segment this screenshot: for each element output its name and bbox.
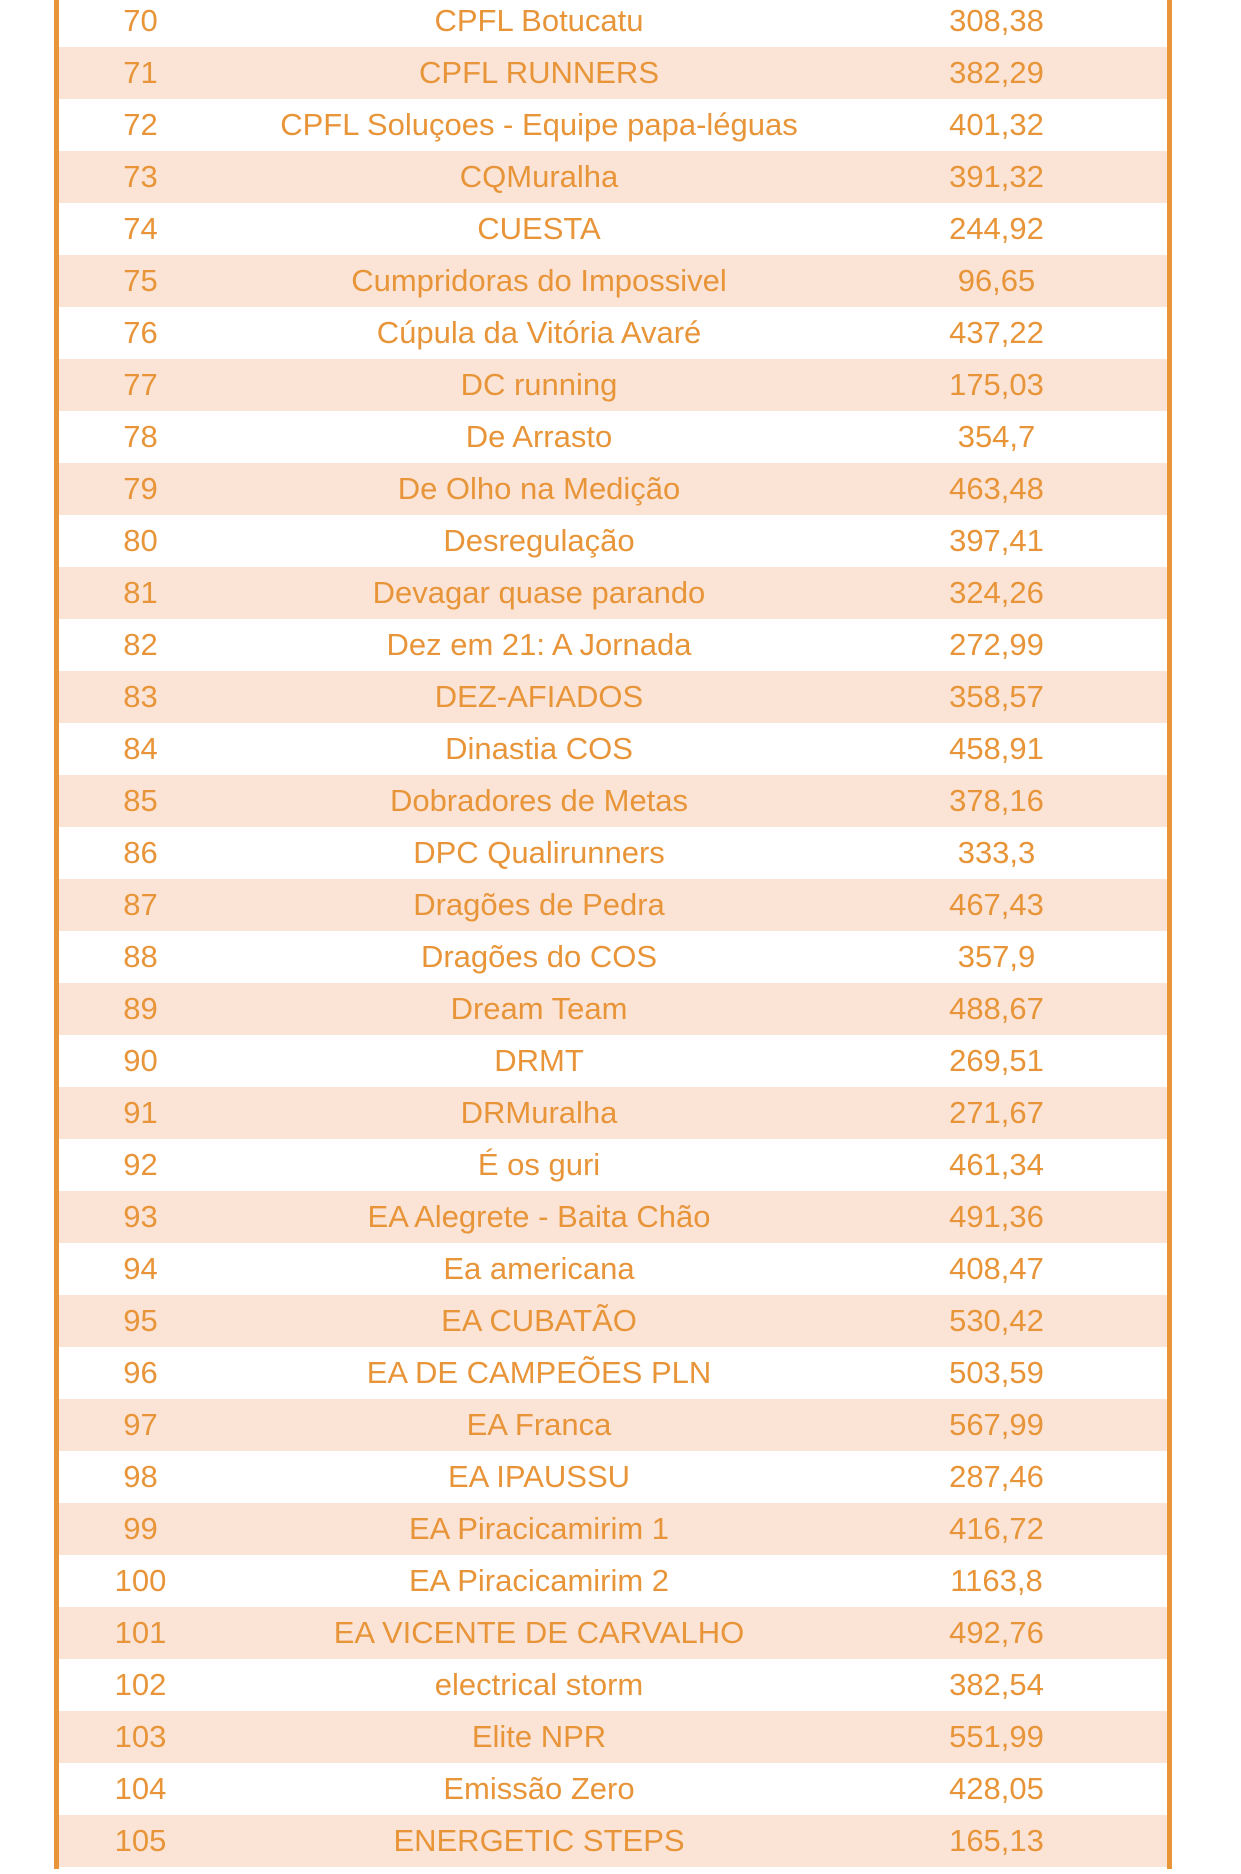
rank-cell: 104 [114, 1771, 167, 1806]
rank-cell: 79 [123, 471, 158, 506]
score-cell: 382,29 [949, 55, 1044, 90]
team-name-cell: Devagar quase parando [372, 575, 706, 610]
team-name-cell: De Olho na Medição [397, 471, 681, 506]
rank-cell: 83 [123, 679, 158, 714]
score-cell: 271,67 [949, 1095, 1044, 1130]
team-name-cell: Dez em 21: A Jornada [386, 627, 692, 662]
table-row [59, 1035, 1167, 1087]
team-name-cell: ENERGETIC STEPS [393, 1823, 685, 1858]
rank-cell: 103 [114, 1719, 167, 1754]
score-cell: 401,32 [949, 107, 1044, 142]
table-row [59, 1191, 1167, 1243]
team-name-cell: Dream Team [450, 991, 628, 1026]
table-row [59, 1243, 1167, 1295]
score-cell: 272,99 [949, 627, 1044, 662]
score-cell: 428,05 [949, 1771, 1044, 1806]
score-cell: 391,32 [949, 159, 1044, 194]
score-cell: 269,51 [949, 1043, 1044, 1078]
table-row [59, 151, 1167, 203]
rank-cell: 82 [123, 627, 158, 662]
score-cell: 491,36 [949, 1199, 1044, 1234]
rank-cell: 70 [123, 3, 158, 38]
rank-cell: 87 [123, 887, 158, 922]
table-row [59, 1711, 1167, 1763]
rank-cell: 74 [123, 211, 158, 246]
team-name-cell: É os guri [477, 1147, 601, 1182]
table-row [59, 723, 1167, 775]
rank-cell: 100 [114, 1563, 167, 1598]
rank-cell: 77 [123, 367, 158, 402]
score-cell: 467,43 [949, 887, 1044, 922]
team-name-cell: Dragões do COS [420, 939, 658, 974]
table-row [59, 1399, 1167, 1451]
rank-cell: 76 [123, 315, 158, 350]
rank-cell: 102 [114, 1667, 167, 1702]
table-row [59, 1139, 1167, 1191]
score-cell: 408,47 [949, 1251, 1044, 1286]
rank-cell: 98 [123, 1459, 158, 1494]
score-cell: 378,16 [949, 783, 1044, 818]
score-cell: 488,67 [949, 991, 1044, 1026]
team-name-cell: CPFL RUNNERS [419, 55, 659, 90]
team-name-cell: CQMuralha [459, 159, 619, 194]
rank-cell: 84 [123, 731, 158, 766]
team-name-cell: Dobradores de Metas [389, 783, 689, 818]
team-name-cell: DRMT [494, 1043, 584, 1078]
rank-cell: 80 [123, 523, 158, 558]
rank-cell: 88 [123, 939, 158, 974]
team-name-cell: EA DE CAMPEÕES PLN [366, 1355, 712, 1390]
table-row [59, 203, 1167, 255]
team-name-cell: CPFL Soluçoes - Equipe papa-léguas [280, 107, 798, 142]
rank-cell: 95 [123, 1303, 158, 1338]
table-row [59, 567, 1167, 619]
rank-cell: 72 [123, 107, 158, 142]
ranking-table [54, 0, 1172, 1869]
table-row [59, 47, 1167, 99]
team-name-cell: CPFL Botucatu [434, 3, 644, 38]
table-row [59, 515, 1167, 567]
score-cell: 503,59 [949, 1355, 1044, 1390]
team-name-cell: Emissão Zero [443, 1771, 635, 1806]
team-name-cell: DC running [460, 367, 618, 402]
team-name-cell: Elite NPR [471, 1719, 607, 1754]
team-name-cell: electrical storm [434, 1667, 644, 1702]
table-row [59, 827, 1167, 879]
team-name-cell: EA Piracicamirim 1 [408, 1511, 670, 1546]
rank-cell: 105 [114, 1823, 167, 1858]
table-row [59, 1815, 1167, 1867]
score-cell: 492,76 [949, 1615, 1044, 1650]
rank-cell: 90 [123, 1043, 158, 1078]
team-name-cell: DPC Qualirunners [413, 835, 665, 870]
score-cell: 324,26 [949, 575, 1044, 610]
score-cell: 382,54 [949, 1667, 1044, 1702]
rank-cell: 101 [114, 1615, 167, 1650]
team-name-cell: DEZ-AFIADOS [434, 679, 644, 714]
table-row [59, 1607, 1167, 1659]
team-name-cell: EA IPAUSSU [447, 1459, 631, 1494]
table-row [59, 463, 1167, 515]
rank-cell: 96 [123, 1355, 158, 1390]
table-row [59, 1295, 1167, 1347]
table-row [59, 1347, 1167, 1399]
table-row [59, 775, 1167, 827]
team-name-cell: CUESTA [477, 211, 601, 246]
team-name-cell: Dinastia COS [445, 731, 633, 766]
rank-cell: 99 [123, 1511, 158, 1546]
table-body [59, 0, 1167, 1867]
score-cell: 244,92 [949, 211, 1044, 246]
team-name-cell: De Arrasto [465, 419, 613, 454]
rank-cell: 92 [123, 1147, 158, 1182]
rank-cell: 71 [123, 55, 158, 90]
rank-cell: 91 [123, 1095, 158, 1130]
rank-cell: 97 [123, 1407, 158, 1442]
score-cell: 308,38 [949, 3, 1044, 38]
score-cell: 463,48 [949, 471, 1044, 506]
score-cell: 416,72 [949, 1511, 1044, 1546]
rank-cell: 73 [123, 159, 158, 194]
rank-cell: 86 [123, 835, 158, 870]
score-cell: 1163,8 [950, 1563, 1043, 1598]
rank-cell: 78 [123, 419, 158, 454]
team-name-cell: Desregulação [443, 523, 635, 558]
score-cell: 551,99 [949, 1719, 1044, 1754]
table-row [59, 931, 1167, 983]
table-row [59, 983, 1167, 1035]
team-name-cell: Cumpridoras do Impossivel [351, 263, 727, 298]
table-row [59, 99, 1167, 151]
table-row [59, 411, 1167, 463]
score-cell: 397,41 [949, 523, 1044, 558]
rank-cell: 85 [123, 783, 158, 818]
table-row [59, 255, 1167, 307]
table-row [59, 359, 1167, 411]
table-row [59, 1451, 1167, 1503]
team-name-cell: EA Franca [466, 1407, 612, 1442]
rank-cell: 94 [123, 1251, 158, 1286]
score-cell: 458,91 [949, 731, 1044, 766]
score-cell: 354,7 [957, 419, 1036, 454]
score-cell: 357,9 [957, 939, 1036, 974]
table-row [59, 0, 1167, 47]
table-row [59, 1763, 1167, 1815]
team-name-cell: Ea americana [443, 1251, 635, 1286]
score-cell: 287,46 [949, 1459, 1044, 1494]
team-name-cell: Dragões de Pedra [413, 887, 665, 922]
table-row [59, 1555, 1167, 1607]
score-cell: 358,57 [949, 679, 1044, 714]
team-name-cell: Cúpula da Vitória Avaré [376, 315, 702, 350]
score-cell: 461,34 [949, 1147, 1044, 1182]
rank-cell: 75 [123, 263, 158, 298]
team-name-cell: EA Piracicamirim 2 [408, 1563, 670, 1598]
rank-cell: 93 [123, 1199, 158, 1234]
score-cell: 437,22 [949, 315, 1044, 350]
team-name-cell: DRMuralha [460, 1095, 618, 1130]
table-row [59, 1087, 1167, 1139]
score-cell: 96,65 [957, 263, 1036, 298]
score-cell: 175,03 [949, 367, 1044, 402]
score-cell: 530,42 [949, 1303, 1044, 1338]
table-row [59, 307, 1167, 359]
rank-cell: 89 [123, 991, 158, 1026]
table-row [59, 671, 1167, 723]
team-name-cell: EA CUBATÃO [441, 1303, 637, 1338]
rank-cell: 81 [123, 575, 158, 610]
team-name-cell: EA Alegrete - Baita Chão [367, 1199, 711, 1234]
table-row [59, 619, 1167, 671]
score-cell: 333,3 [957, 835, 1036, 870]
score-cell: 165,13 [949, 1823, 1044, 1858]
team-name-cell: EA VICENTE DE CARVALHO [333, 1615, 745, 1650]
score-cell: 567,99 [949, 1407, 1044, 1442]
table-row [59, 1503, 1167, 1555]
table-row [59, 879, 1167, 931]
table-row [59, 1659, 1167, 1711]
